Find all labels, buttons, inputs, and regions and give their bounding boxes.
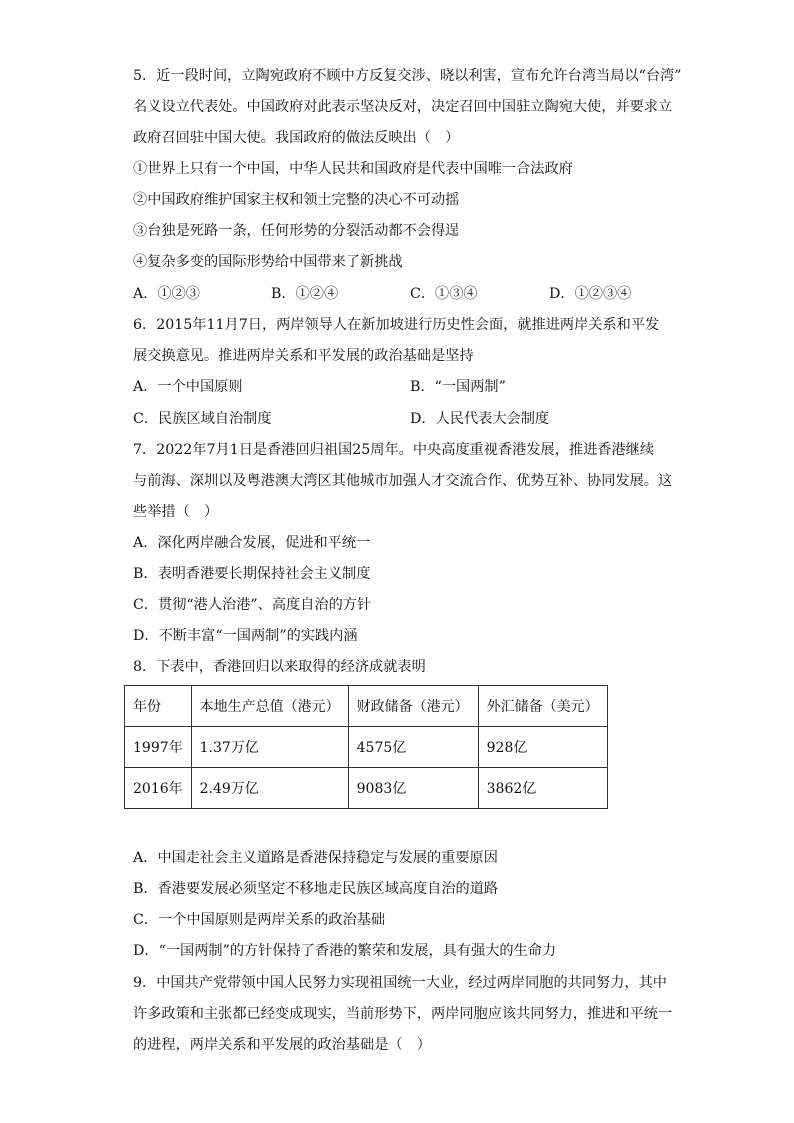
q6-stem-line-2: 展交换意见。推进两岸关系和平发展的政治基础是坚持 bbox=[133, 348, 474, 364]
q6-option-d[interactable]: D．人民代表大会制度 bbox=[410, 411, 550, 427]
q5-statement-1: ①世界上只有一个中国，中华人民共和国政府是代表中国唯一合法政府 bbox=[133, 161, 573, 177]
table-cell: 2.49万亿 bbox=[191, 768, 348, 809]
q5-statement-3: ③台独是死路一条，任何形势的分裂活动都不会得逞 bbox=[133, 223, 460, 239]
q5-statement-2: ②中国政府维护国家主权和领土完整的决心不可动摇 bbox=[133, 192, 460, 208]
economic-data-table bbox=[124, 685, 608, 809]
q5-stem-line-2: 名义设立代表处。中国政府对此表示坚决反对，决定召回中国驻立陶宛大使，并要求立 bbox=[133, 99, 673, 115]
q7-stem-line-1: 7．2022年7月1日是香港回归祖国25周年。中央高度重视香港发展，推进香港继续 bbox=[133, 442, 655, 458]
q7-option-d[interactable]: D．不断丰富“一国两制”的实践内涵 bbox=[133, 628, 358, 644]
q7-option-a[interactable]: A．深化两岸融合发展，促进和平统一 bbox=[133, 535, 371, 551]
q8-option-d[interactable]: D．“一国两制”的方针保持了香港的繁荣和发展，具有强大的生命力 bbox=[133, 943, 557, 959]
q5-option-a[interactable]: A．①②③ bbox=[133, 286, 200, 302]
table-cell: 928亿 bbox=[478, 727, 607, 768]
table-cell: 4575亿 bbox=[348, 727, 478, 768]
table-header-cell: 外汇储备（美元） bbox=[478, 686, 607, 727]
q5-option-d[interactable]: D．①②③④ bbox=[549, 286, 632, 302]
q8-stem: 8．下表中，香港回归以来取得的经济成就表明 bbox=[133, 659, 426, 675]
table-cell: 1997年 bbox=[125, 727, 192, 768]
table-header-cell: 年份 bbox=[125, 686, 192, 727]
q6-stem-line-1: 6．2015年11月7日，两岸领导人在新加坡进行历史性会面，就推进两岸关系和平发 bbox=[133, 317, 660, 333]
q7-stem-line-3: 些举措（ ） bbox=[133, 504, 219, 520]
table-header-cell: 本地生产总值（港元） bbox=[191, 686, 348, 727]
q5-stem-line-3: 政府召回驻中国大使。我国政府的做法反映出（ ） bbox=[133, 130, 460, 146]
q5-option-b[interactable]: B．①②④ bbox=[271, 286, 339, 302]
table-header-cell: 财政储备（港元） bbox=[348, 686, 478, 727]
table-header-row bbox=[125, 686, 608, 727]
table-row bbox=[125, 727, 608, 768]
table-cell: 3862亿 bbox=[478, 768, 607, 809]
q5-statement-4: ④复杂多变的国际形势给中国带来了新挑战 bbox=[133, 254, 403, 270]
q5-option-c[interactable]: C．①③④ bbox=[410, 286, 478, 302]
q8-option-a[interactable]: A．中国走社会主义道路是香港保持稳定与发展的重要原因 bbox=[133, 850, 498, 866]
q6-option-b[interactable]: B．“一国两制” bbox=[410, 379, 506, 395]
q7-stem-line-2: 与前海、深圳以及粤港澳大湾区其他城市加强人才交流合作、优势互补、协同发展。这 bbox=[133, 473, 673, 489]
table-cell: 2016年 bbox=[125, 768, 192, 809]
q5-stem-line-1: 5．近一段时间，立陶宛政府不顾中方反复交涉、晓以利害，宣布允许台湾当局以“台湾” bbox=[133, 68, 682, 84]
q6-option-a[interactable]: A．一个中国原则 bbox=[133, 379, 243, 395]
q9-stem-line-3: 的进程，两岸关系和平发展的政治基础是（ ） bbox=[133, 1037, 431, 1053]
q9-stem-line-1: 9．中国共产党带领中国人民努力实现祖国统一大业，经过两岸同胞的共同努力，其中 bbox=[133, 975, 667, 991]
q6-option-c[interactable]: C．民族区域自治制度 bbox=[133, 411, 272, 427]
q9-stem-line-2: 许多政策和主张都已经变成现实，当前形势下，两岸同胞应该共同努力，推进和平统一 bbox=[133, 1006, 673, 1022]
table-row bbox=[125, 768, 608, 809]
q7-option-c[interactable]: C．贯彻“港人治港”、高度自治的方针 bbox=[133, 597, 372, 613]
table-cell: 9083亿 bbox=[348, 768, 478, 809]
table-cell: 1.37万亿 bbox=[191, 727, 348, 768]
q7-option-b[interactable]: B．表明香港要长期保持社会主义制度 bbox=[133, 566, 371, 582]
q8-option-c[interactable]: C．一个中国原则是两岸关系的政治基础 bbox=[133, 912, 386, 928]
q8-option-b[interactable]: B．香港要发展必须坚定不移地走民族区域高度自治的道路 bbox=[133, 881, 499, 897]
